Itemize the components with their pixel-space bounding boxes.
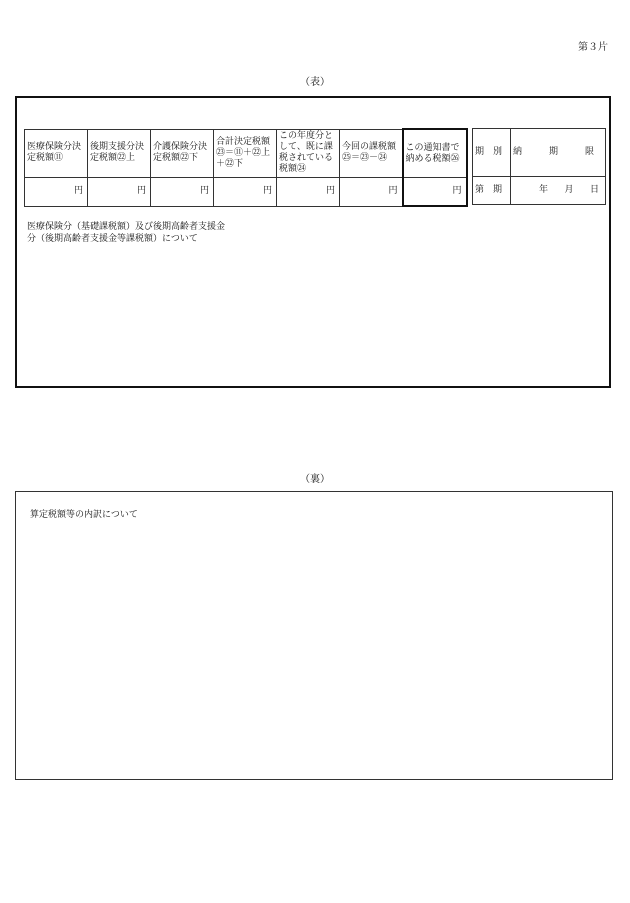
value-already-taxed: 円	[277, 178, 340, 207]
payment-schedule-table	[472, 128, 606, 205]
header-current-tax: 今回の課税額㉕＝㉓－㉔	[340, 129, 403, 178]
year-label: 年	[539, 185, 549, 195]
header-amount-due: この通知書で納める税額㉖	[403, 129, 467, 178]
value-medical-insurance: 円	[25, 178, 88, 207]
deadline-header: 納 期 限	[511, 129, 606, 177]
value-total-tax: 円	[214, 178, 277, 207]
header-medical-insurance: 医療保険分決定税額⑪	[25, 129, 88, 178]
day-label: 日	[589, 185, 599, 195]
value-nursing-care: 円	[151, 178, 214, 207]
period-header: 期 別	[473, 129, 511, 177]
breakdown-title: 算定税額等の内訳について	[30, 510, 138, 520]
value-current-tax: 円	[340, 178, 403, 207]
deadline-value	[511, 177, 606, 205]
medical-insurance-note: 医療保険分（基礎課税額）及び後期高齢者支援金分（後期高齢者支援金等課税額）について	[27, 222, 226, 244]
header-nursing-care: 介護保険分決定税額㉒下	[151, 129, 214, 178]
back-section	[15, 491, 613, 780]
header-late-elderly-support: 後期支援分決定税額㉒上	[88, 129, 151, 178]
back-side-label: （裏）	[300, 474, 330, 485]
period-value: 第 期	[473, 177, 511, 205]
value-amount-due: 円	[403, 178, 467, 207]
front-section	[15, 96, 611, 388]
month-label: 月	[564, 185, 574, 195]
tax-amount-table	[24, 128, 468, 207]
header-already-taxed: この年度分として、既に課税されている税額㉔	[277, 129, 340, 178]
header-total-tax: 合計決定税額㉓＝⑪＋㉒上＋㉒下	[214, 129, 277, 178]
front-side-label: （表）	[300, 77, 330, 88]
page-number: 第３片	[578, 42, 608, 53]
value-late-elderly-support: 円	[88, 178, 151, 207]
